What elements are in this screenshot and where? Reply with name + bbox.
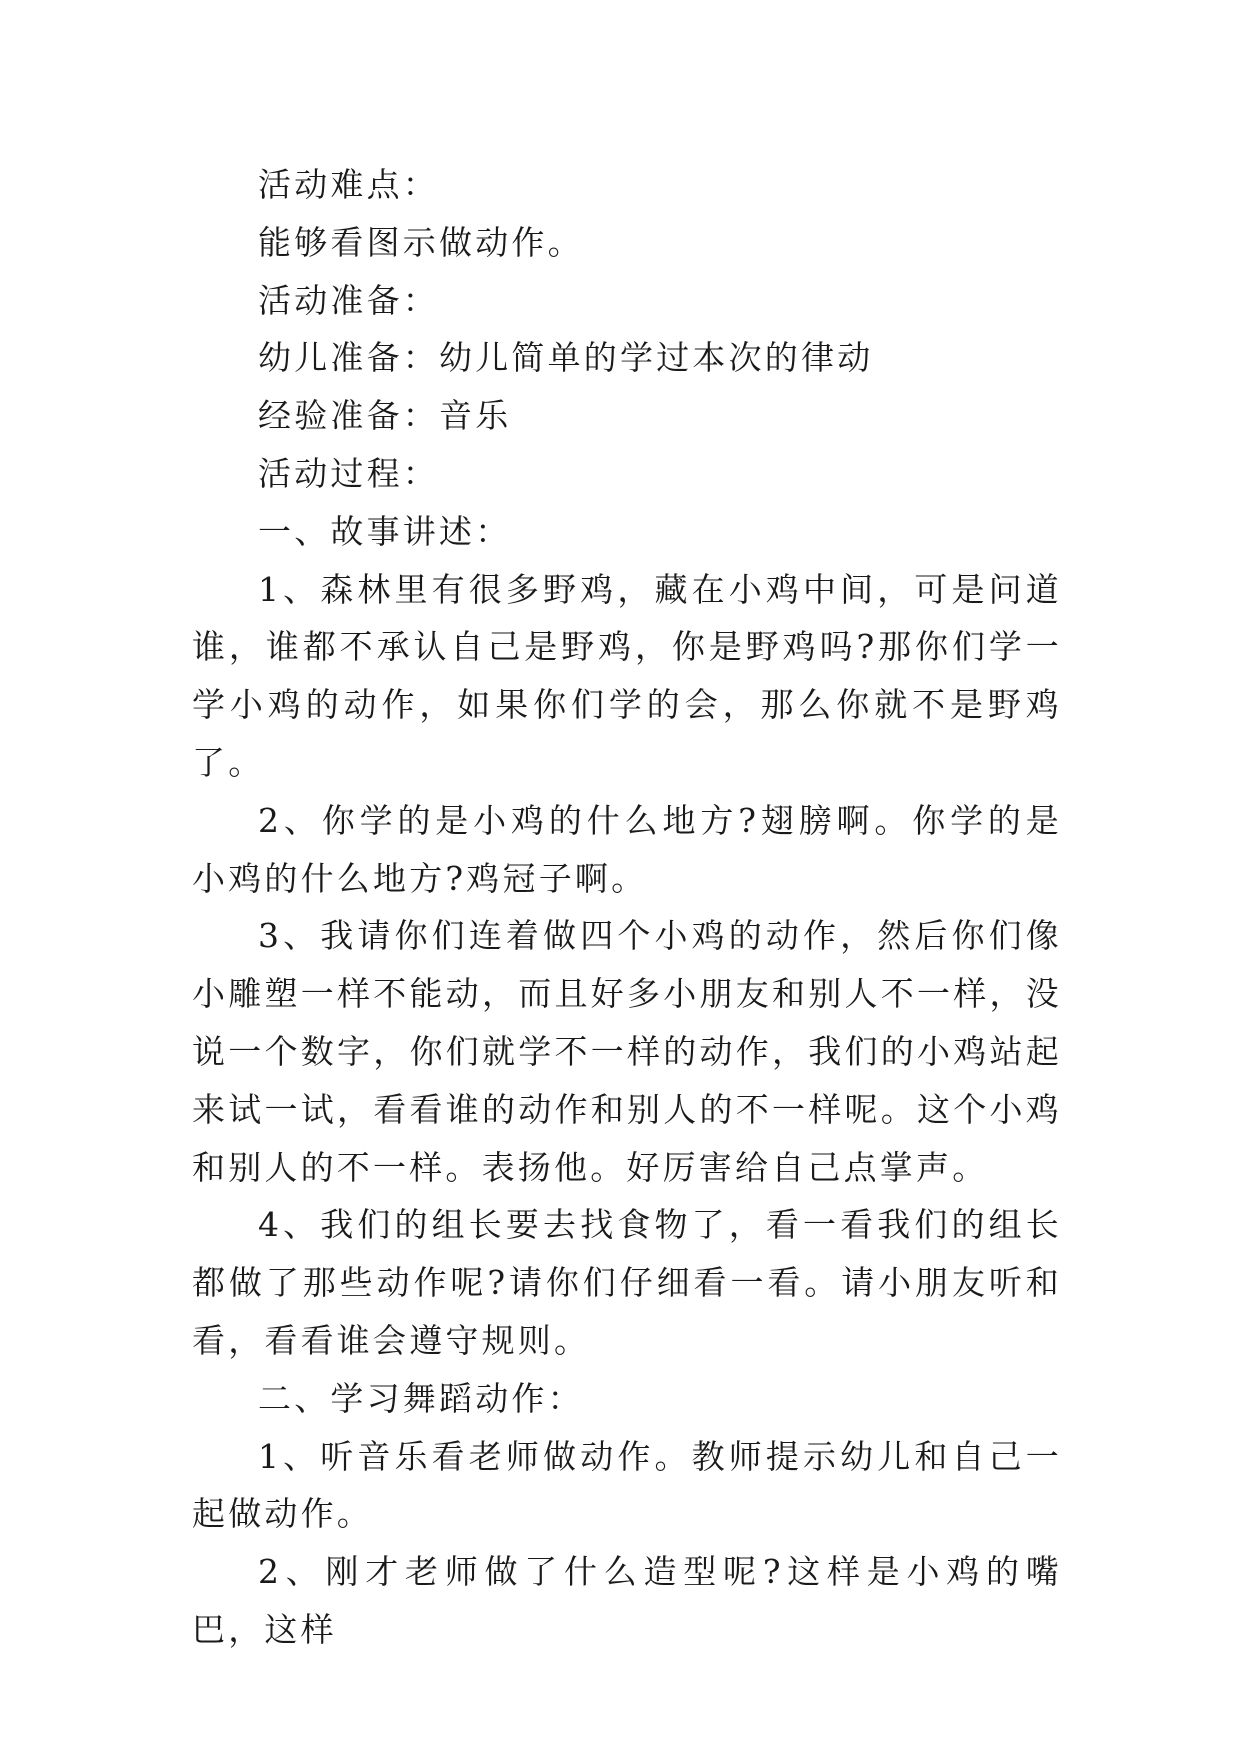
paragraph: 幼儿准备：幼儿简单的学过本次的律动	[258, 338, 874, 378]
document-body	[192, 156, 1062, 1659]
section-heading-process: 活动过程：	[258, 453, 439, 493]
subsection-heading-story: 一、故事讲述：	[258, 511, 512, 551]
paragraph: 3、我请你们连着做四个小鸡的动作，然后你们像小雕塑一样不能动，而且好多小朋友和别人不一样，没说一个数字，你们就学不一样的动作，我们的小鸡站起来试一试，看看谁的动作和别人的不一样呢。这个小鸡和别人的不一样。表扬他。好厉害给自己点掌声。	[192, 916, 1062, 1187]
paragraph: 2、你学的是小鸡的什么地方?翅膀啊。你学的是小鸡的什么地方?鸡冠子啊。	[192, 800, 1062, 898]
paragraph: 经验准备：音乐	[258, 396, 512, 436]
paragraph: 4、我们的组长要去找食物了，看一看我们的组长都做了那些动作呢?请你们仔细看一看。请小朋友听和看，看看谁会遵守规则。	[192, 1205, 1062, 1360]
paragraph: 2、刚才老师做了什么造型呢?这样是小鸡的嘴巴，这样	[192, 1552, 1062, 1649]
paragraph: 1、听音乐看老师做动作。教师提示幼儿和自己一起做动作。	[192, 1436, 1062, 1534]
section-heading-difficulty: 活动难点：	[258, 165, 439, 204]
paragraph: 能够看图示做动作。	[258, 222, 584, 262]
subsection-heading-dance: 二、学习舞蹈动作：	[258, 1378, 584, 1418]
section-heading-preparation: 活动准备：	[258, 280, 439, 320]
paragraph: 1、森林里有很多野鸡，藏在小鸡中间，可是问道谁，谁都不承认自己是野鸡，你是野鸡吗?那你们学一学小鸡的动作，如果你们学的会，那么你就不是野鸡了。	[192, 569, 1062, 782]
